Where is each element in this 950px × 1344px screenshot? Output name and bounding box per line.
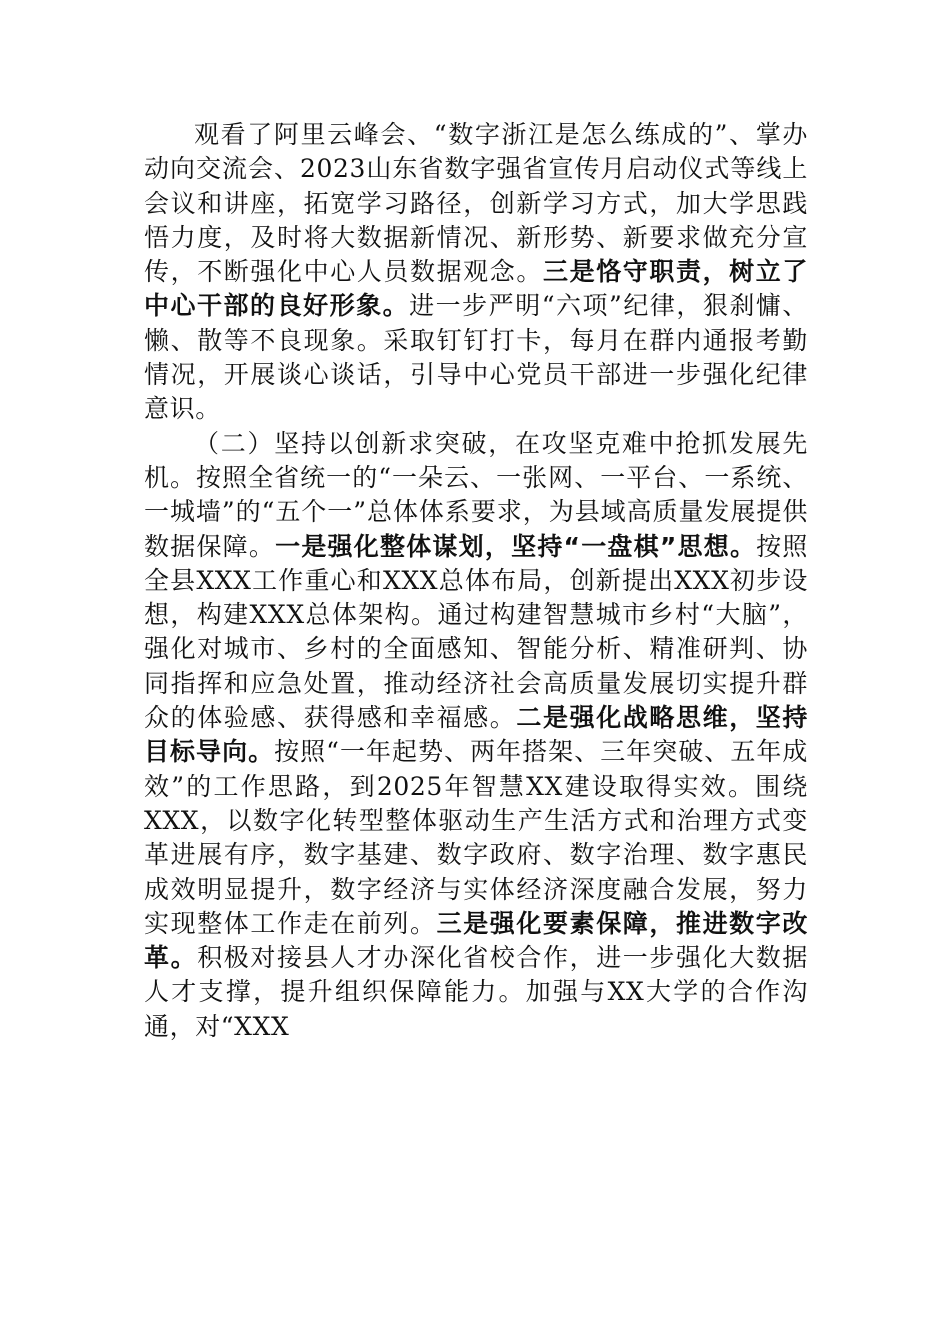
paragraph-2 (144, 427, 808, 1044)
paragraph-2-text-1: 按照全县XXX工作重心和XXX总体布局，创新提出XXX初步设想，构建XXX总体架构。通过构建智慧城市乡村“大脑”，强化对城市、乡村的全面感知、智能分析、精准研判、协同指挥和应急处置，推动经济社会高质量发展切实提升群众的体验感、获得感和幸福感。 (144, 531, 808, 733)
paragraph-1-heading-3: 三是恪守职责，树立了中心干部的良好形象。 (144, 257, 808, 321)
paragraph-2-intro: （二）坚持以创新求突破，在攻坚克难中抢抓发展先机。按照全省统一的“一朵云、一张网、一平台、一系统、一城墙”的“五个一”总体体系要求，为县域高质量发展提供数据保障。 (144, 428, 808, 561)
paragraph-1 (144, 118, 808, 427)
document-body (144, 118, 808, 1044)
paragraph-2-text-2: 按照“一年起势、两年搭架、三年突破、五年成效”的工作思路，到2025年智慧XX建设取得实效。围绕XXX，以数字化转型整体驱动生产生活方式和治理方式变革进展有序，数字基建、数字政府、数字治理、数字惠民成效明显提升，数字经济与实体经济深度融合发展，努力实现整体工作走在前列。 (144, 737, 808, 938)
paragraph-2-text-3: 积极对接县人才办深化省校合作，进一步强化大数据人才支撑，提升组织保障能力。加强与XX大学的合作沟通，对“XXX (144, 943, 808, 1041)
paragraph-2-heading-1: 一是强化整体谋划，坚持“一盘棋”思想。 (275, 531, 757, 561)
paragraph-2-heading-3: 三是强化要素保障，推进数字改革。 (144, 908, 808, 973)
paragraph-1-text-2: 进一步严明“六项”纪律，狠刹慵、懒、散等不良现象。采取钉钉打卡，每月在群内通报考勤情况，开展谈心谈话，引导中心党员干部进一步强化纪律意识。 (144, 291, 808, 424)
paragraph-2-heading-2: 二是强化战略思维，坚持目标导向。 (144, 703, 809, 767)
paragraph-1-text-1: 观看了阿里云峰会、“数字浙江是怎么练成的”、掌办动向交流会、2023山东省数字强省宣传月启动仪式等线上会议和讲座，拓宽学习路径，创新学习方式，加大学思践悟力度，及时将大数据新情况、新形势、新要求做充分宣传，不断强化中心人员数据观念。 (144, 120, 808, 287)
